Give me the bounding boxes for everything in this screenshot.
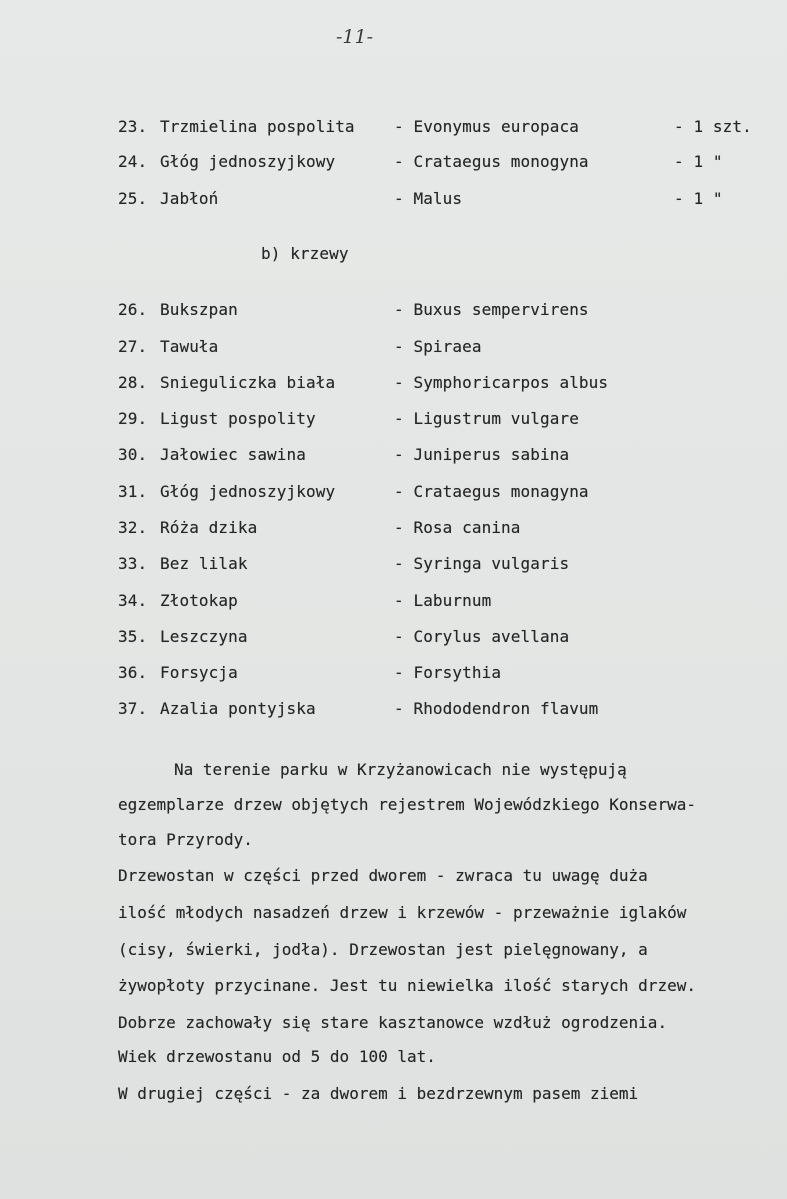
item-number: 30. [118, 445, 148, 464]
latin-name: - Ligustrum vulgare [394, 409, 579, 428]
item-number: 25. [118, 189, 148, 208]
list-item [118, 663, 718, 683]
item-number: 31. [118, 482, 148, 501]
polish-name: Bukszpan [160, 300, 238, 319]
latin-name: - Evonymus europaca [394, 117, 579, 136]
latin-name: - Juniperus sabina [394, 445, 570, 464]
paragraph-line: (cisy, świerki, jodła). Drzewostan jest pielęgnowany, a [118, 940, 648, 959]
item-number: 33. [118, 554, 148, 573]
latin-name: - Syringa vulgaris [394, 554, 570, 573]
paragraph-line: Drzewostan w części przed dworem - zwraca tu uwagę duża [118, 866, 648, 885]
paragraph-line: Wiek drzewostanu od 5 do 100 lat. [118, 1047, 436, 1066]
polish-name: Jałowiec sawina [160, 445, 306, 464]
list-item [118, 699, 718, 719]
polish-name: Jabłoń [160, 189, 219, 208]
item-number: 24. [118, 152, 148, 171]
latin-name: - Malus [394, 189, 463, 208]
polish-name: Trzmielina pospolita [160, 117, 355, 136]
latin-name: - Spiraea [394, 337, 482, 356]
paragraph-line: Na terenie parku w Krzyżanowicach nie występują [174, 760, 627, 779]
polish-name: Leszczyna [160, 627, 248, 646]
polish-name: Tawuła [160, 337, 219, 356]
item-number: 36. [118, 663, 148, 682]
list-item [118, 300, 718, 320]
polish-name: Ligust pospolity [160, 409, 316, 428]
latin-name: - Rhododendron flavum [394, 699, 599, 718]
list-item [118, 627, 718, 647]
polish-name: Snieguliczka biała [160, 373, 336, 392]
page-number: -11- [336, 26, 374, 48]
polish-name: Złotokap [160, 591, 238, 610]
latin-name: - Rosa canina [394, 518, 521, 537]
list-item [118, 337, 718, 357]
paragraph-line: ilość młodych nasadzeń drzew i krzewów - przeważnie iglaków [118, 903, 687, 922]
latin-name: - Forsythia [394, 663, 502, 682]
item-number: 27. [118, 337, 148, 356]
paragraph-line: Dobrze zachowały się stare kasztanowce wzdłuż ogrodzenia. [118, 1013, 668, 1032]
list-item [118, 482, 718, 502]
list-item [118, 591, 718, 611]
latin-name: - Buxus sempervirens [394, 300, 589, 319]
item-number: 23. [118, 117, 148, 136]
latin-name: - Corylus avellana [394, 627, 570, 646]
latin-name: - Crataegus monagyna [394, 482, 589, 501]
item-number: 32. [118, 518, 148, 537]
item-number: 37. [118, 699, 148, 718]
quantity: - 1 " [674, 189, 723, 208]
item-number: 26. [118, 300, 148, 319]
item-number: 28. [118, 373, 148, 392]
latin-name: - Symphoricarpos albus [394, 373, 609, 392]
polish-name: Bez lilak [160, 554, 248, 573]
list-item [118, 117, 778, 137]
list-item [118, 518, 718, 538]
list-item [118, 409, 718, 429]
list-item [118, 373, 718, 393]
polish-name: Głóg jednoszyjkowy [160, 482, 336, 501]
item-number: 29. [118, 409, 148, 428]
item-number: 35. [118, 627, 148, 646]
list-item [118, 189, 778, 209]
list-item [118, 152, 778, 172]
item-number: 34. [118, 591, 148, 610]
quantity: - 1 " [674, 152, 723, 171]
quantity: - 1 szt. [674, 117, 752, 136]
latin-name: - Laburnum [394, 591, 492, 610]
polish-name: Forsycja [160, 663, 238, 682]
section-label: b) krzewy [261, 244, 349, 263]
polish-name: Głóg jednoszyjkowy [160, 152, 336, 171]
paragraph-line: egzemplarze drzew objętych rejestrem Wojewódzkiego Konserwa- [118, 795, 696, 814]
paragraph-line: tora Przyrody. [118, 830, 253, 849]
polish-name: Azalia pontyjska [160, 699, 316, 718]
polish-name: Róża dzika [160, 518, 258, 537]
paragraph-line: W drugiej części - za dworem i bezdrzewnym pasem ziemi [118, 1084, 639, 1103]
list-item [118, 445, 718, 465]
list-item [118, 554, 718, 574]
paragraph-line: żywopłoty przycinane. Jest tu niewielka ilość starych drzew. [118, 976, 696, 995]
latin-name: - Crataegus monogyna [394, 152, 589, 171]
